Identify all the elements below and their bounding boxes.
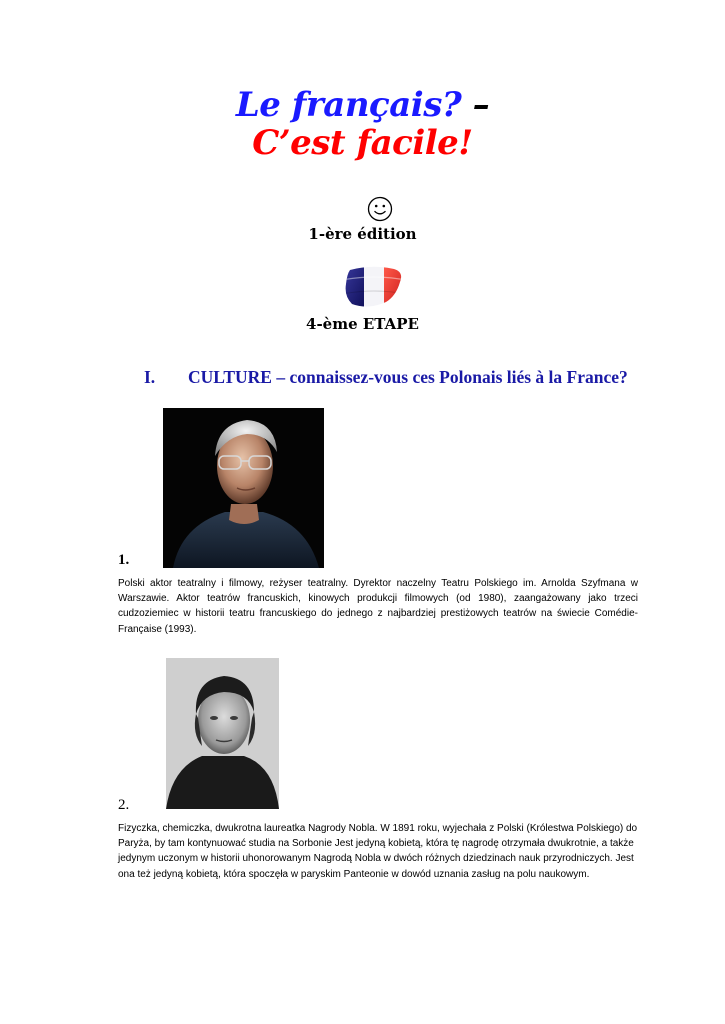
title-line-1 xyxy=(0,84,725,126)
portrait-woman-photo xyxy=(166,658,279,809)
entry-text-2: Fizyczka, chemiczka, dwukrotna laureatka Nagrody Nobla. W 1891 roku, wyjechała z Polski (Królestwa Polskiego) do Paryża, by tam kontynuować studia na Sorbonie Jest jedyną kobietą, która tę nagrodę otrzymała dwukrotnie, a także jedynym uczonym w historii uhonorowanym Nagrodą Nobla w dwóch różnych dziedzinach nauk przyrodniczych. Jest ona też jedyną kobietą, która spoczęła w paryskim Panteonie w dowód uznania zasług na polu naukowym. xyxy=(118,823,638,880)
section-number: I. xyxy=(144,367,156,387)
edition-label: 1-ère édition xyxy=(308,225,417,243)
entry-number-1: 1. xyxy=(118,552,130,568)
title-dash: – xyxy=(461,85,490,125)
portrait-man-photo xyxy=(163,408,324,568)
section-title: CULTURE – connaissez-vous ces Polonais liés à la France? xyxy=(188,367,628,387)
smiley-face-icon xyxy=(367,196,393,222)
entry-text-1: Polski aktor teatralny i filmowy, reżyser teatralny. Dyrektor naczelny Teatru Polskiego im. Arnolda Szyfmana w Warszawie. Aktor teatrów francuskich, kinowych produkcji filmowych (od 1980), zaangażowany jako trzeci cudzoziemiec w historii teatru francuskiego do jednego z najbardziej prestiżowych teatrów na świecie Comédie-Française (1993). xyxy=(118,578,638,635)
title-part-2: C’est facile! xyxy=(252,123,473,163)
section-heading xyxy=(144,366,628,388)
entry-number-2: 2. xyxy=(118,797,130,813)
title-part-1: Le français? xyxy=(235,85,462,125)
stage-label: 4-ème ETAPE xyxy=(306,315,419,333)
french-flag-icon xyxy=(342,266,406,308)
